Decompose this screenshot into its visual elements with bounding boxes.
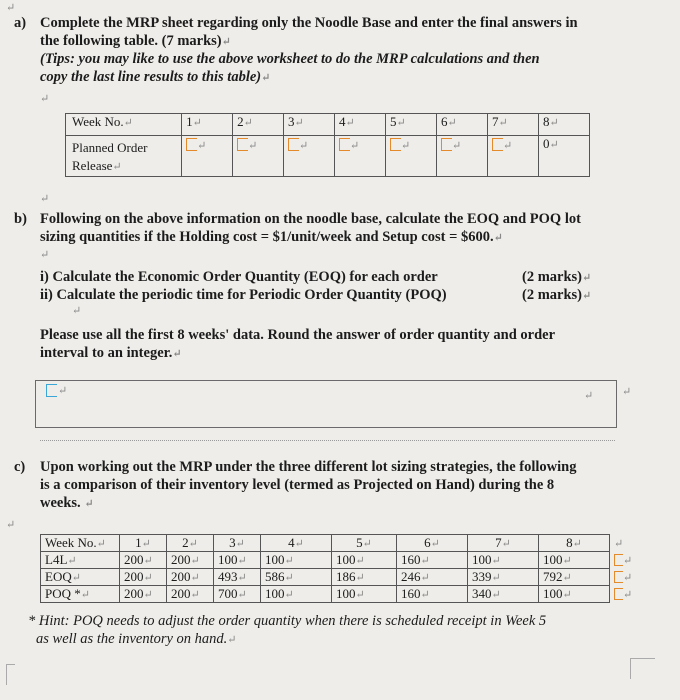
part-b-item-ii-marks: (2 marks)↵ bbox=[522, 287, 592, 303]
table-row bbox=[41, 586, 641, 603]
cell: 200↵ bbox=[167, 586, 214, 603]
mrp-input-1[interactable]: ↵ bbox=[182, 136, 233, 177]
mrp-week-1: 1↵ bbox=[182, 114, 233, 136]
part-b-item-ii: ii) Calculate the periodic time for Periodic Order Quantity (POQ) bbox=[40, 287, 447, 303]
cell: 200↵ bbox=[120, 569, 167, 586]
cell: 200↵ bbox=[120, 552, 167, 569]
cell: 200↵ bbox=[167, 569, 214, 586]
cell: 246↵ bbox=[397, 569, 468, 586]
cell: 100↵ bbox=[539, 586, 610, 603]
row-label-poq: POQ *↵ bbox=[41, 586, 120, 603]
cell: 100↵ bbox=[468, 552, 539, 569]
cell: 100↵ bbox=[261, 552, 332, 569]
part-c-line3: weeks. ↵ bbox=[40, 495, 94, 511]
comparison-header-1: 1↵ bbox=[120, 535, 167, 552]
part-b-line1: Following on the above information on the noodle base, calculate the EOQ and POQ lot bbox=[40, 211, 581, 227]
part-b-item-i-marks: (2 marks)↵ bbox=[522, 269, 592, 285]
mrp-week-2: 2↵ bbox=[233, 114, 284, 136]
mrp-input-2[interactable]: ↵ bbox=[233, 136, 284, 177]
cell: 200↵ bbox=[167, 552, 214, 569]
cell: 186↵ bbox=[332, 569, 397, 586]
part-b-line2: sizing quantities if the Holding cost = $1/unit/week and Setup cost = $600.↵ bbox=[40, 229, 503, 245]
cell: 100↵ bbox=[332, 586, 397, 603]
part-b-item-i: i) Calculate the Economic Order Quantity (EOQ) for each order bbox=[40, 269, 438, 285]
part-c-hint1: * Hint: POQ needs to adjust the order quantity when there is scheduled receipt in Week 5 bbox=[28, 613, 547, 629]
row-input-l4l[interactable]: ↵ bbox=[610, 552, 641, 569]
part-a-tips1: (Tips: you may like to use the above worksheet to do the MRP calculations and then bbox=[40, 51, 540, 67]
part-a-line2: the following table. (7 marks)↵ bbox=[40, 33, 231, 49]
mrp-input-7[interactable]: ↵ bbox=[487, 136, 538, 177]
paragraph-mark: ↵ bbox=[72, 305, 82, 317]
paragraph-mark: ↵ bbox=[40, 93, 50, 105]
mrp-week-5: 5↵ bbox=[386, 114, 437, 136]
row-label-l4l: L4L↵ bbox=[41, 552, 120, 569]
comparison-header-2: 2↵ bbox=[167, 535, 214, 552]
paragraph-mark: ↵ bbox=[40, 249, 50, 261]
comparison-header-6: 6↵ bbox=[397, 535, 468, 552]
comparison-header-3: 3↵ bbox=[214, 535, 261, 552]
cell: 340↵ bbox=[468, 586, 539, 603]
mrp-input-5[interactable]: ↵ bbox=[386, 136, 437, 177]
answer-box[interactable]: ↵ ↵ bbox=[35, 380, 617, 428]
mrp-week-header: Week No.↵ bbox=[66, 114, 182, 136]
part-c-hint2: as well as the inventory on hand.↵ bbox=[36, 631, 237, 647]
comparison-header-4: 4↵ bbox=[261, 535, 332, 552]
table-row bbox=[41, 552, 641, 569]
inventory-comparison-table bbox=[40, 534, 641, 603]
paragraph-mark: ↵ bbox=[6, 519, 16, 531]
part-c-line1: Upon working out the MRP under the three different lot sizing strategies, the following bbox=[40, 459, 577, 475]
part-b-note1: Please use all the first 8 weeks' data. Round the answer of order quantity and order bbox=[40, 327, 556, 343]
cell: 160↵ bbox=[397, 586, 468, 603]
mrp-input-4[interactable]: ↵ bbox=[335, 136, 386, 177]
cell: 100↵ bbox=[539, 552, 610, 569]
cell: 100↵ bbox=[214, 552, 261, 569]
comparison-header-8: 8↵ bbox=[539, 535, 610, 552]
part-b-label: b) bbox=[14, 211, 27, 227]
mrp-input-3[interactable]: ↵ bbox=[284, 136, 335, 177]
mrp-value-8: 0↵ bbox=[538, 136, 589, 177]
cell: 100↵ bbox=[332, 552, 397, 569]
part-c-label: c) bbox=[14, 459, 26, 475]
mrp-week-4: 4↵ bbox=[335, 114, 386, 136]
mrp-row-label: Planned Order Release↵ bbox=[66, 136, 182, 177]
mrp-week-7: 7↵ bbox=[487, 114, 538, 136]
mrp-week-8: 8↵ bbox=[538, 114, 589, 136]
mrp-input-6[interactable]: ↵ bbox=[437, 136, 488, 177]
crop-mark-right bbox=[630, 658, 655, 679]
paragraph-mark: ↵ bbox=[40, 193, 50, 205]
comparison-header-7: 7↵ bbox=[468, 535, 539, 552]
cell: 339↵ bbox=[468, 569, 539, 586]
part-a-tips2: copy the last line results to this table)↵ bbox=[40, 69, 271, 85]
section-divider bbox=[40, 440, 615, 441]
mrp-week-6: 6↵ bbox=[437, 114, 488, 136]
revision-mark: ↵ bbox=[6, 2, 16, 14]
comparison-extra-cell: ↵ bbox=[614, 537, 624, 550]
cell: 792↵ bbox=[539, 569, 610, 586]
part-b-note2: interval to an integer.↵ bbox=[40, 345, 182, 361]
mrp-table bbox=[65, 113, 590, 177]
crop-mark-left bbox=[6, 664, 15, 685]
part-a-line1: Complete the MRP sheet regarding only the Noodle Base and enter the final answers in bbox=[40, 15, 578, 31]
table-row bbox=[41, 569, 641, 586]
cell: 200↵ bbox=[120, 586, 167, 603]
paragraph-mark: ↵ bbox=[622, 386, 632, 398]
row-input-eoq[interactable]: ↵ bbox=[610, 569, 641, 586]
row-label-eoq: EOQ↵ bbox=[41, 569, 120, 586]
cell: 493↵ bbox=[214, 569, 261, 586]
cell: 586↵ bbox=[261, 569, 332, 586]
comparison-header-5: 5↵ bbox=[332, 535, 397, 552]
row-input-poq[interactable]: ↵ bbox=[610, 586, 641, 603]
part-a-label: a) bbox=[14, 15, 27, 31]
mrp-week-3: 3↵ bbox=[284, 114, 335, 136]
cell: 700↵ bbox=[214, 586, 261, 603]
part-c-line2: is a comparison of their inventory level (termed as Projected on Hand) during the 8 bbox=[40, 477, 555, 493]
cell: 160↵ bbox=[397, 552, 468, 569]
cell: 100↵ bbox=[261, 586, 332, 603]
comparison-header-week: Week No.↵ bbox=[41, 535, 120, 552]
